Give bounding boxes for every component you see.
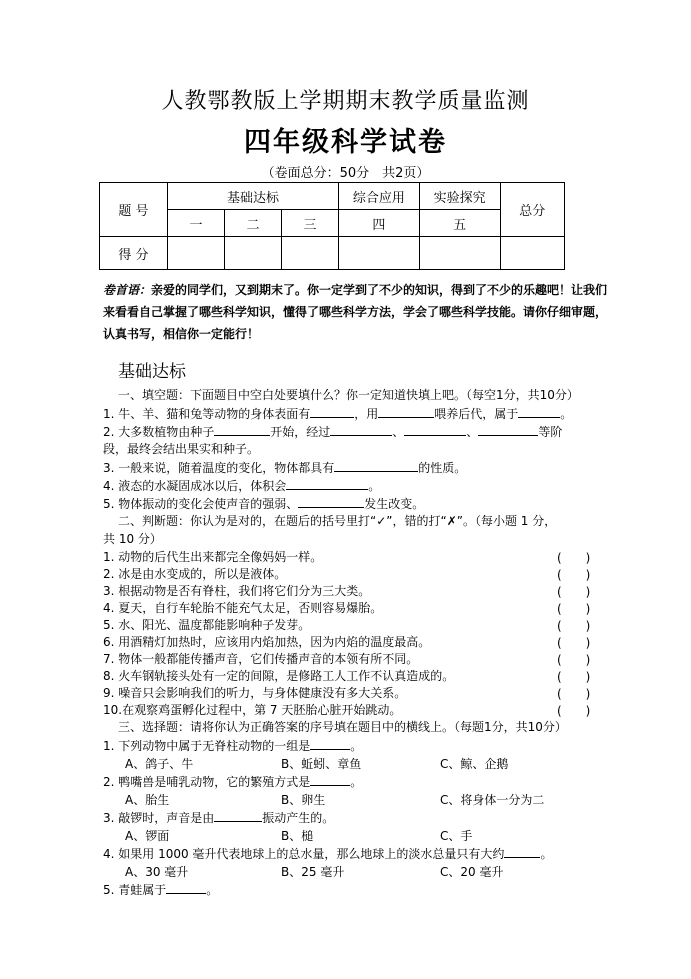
fill-q2-cont: 段，最终会结出果实和种子。: [103, 442, 260, 456]
answer-blank[interactable]: [298, 495, 364, 508]
answer-blank[interactable]: [404, 423, 466, 436]
answer-blank[interactable]: [214, 809, 262, 822]
answer-blank[interactable]: [310, 737, 350, 750]
judge-item: 8. 火车钢轨接头处有一定的间隙，是修路工人工作不认真造成的。: [103, 669, 455, 683]
text: 。: [368, 479, 381, 493]
judge-item: 10.在观察鸡蛋孵化过程中，第 7 天胚胎心脏开始跳动。: [103, 703, 402, 717]
answer-blank[interactable]: [330, 423, 392, 436]
fill-q5: [103, 495, 623, 513]
text: 等阶: [538, 425, 563, 439]
judge-item: 9. 噪音只会影响我们的听力，与身体健康没有多大关系。: [103, 686, 407, 700]
text: 2. 鸭嘴兽是哺乳动物，它的繁殖方式是: [103, 775, 311, 789]
col-header-3: 三: [281, 210, 338, 237]
answer-paren[interactable]: ( ): [557, 568, 591, 582]
option-b: B、蚯蚓、章鱼: [281, 757, 362, 771]
text: 3. 敲锣时，声音是由: [103, 811, 215, 825]
judge-item: 3. 根据动物是否有脊柱，我们将它们分为三大类。: [103, 584, 371, 598]
answer-blank[interactable]: [286, 477, 368, 490]
option-c: C、20 毫升: [440, 865, 504, 879]
answer-paren[interactable]: ( ): [557, 551, 591, 565]
choice-q1: [103, 737, 623, 755]
option-b: B、卵生: [281, 793, 326, 807]
text: 开始，经过: [270, 425, 331, 439]
answer-blank[interactable]: [378, 405, 434, 418]
fill-q1: [103, 405, 623, 423]
text: ，用: [354, 407, 379, 421]
answer-paren[interactable]: ( ): [557, 687, 591, 701]
text: 的性质。: [418, 461, 467, 475]
judge-item: 4. 夏天，自行车轮胎不能充气太足，否则容易爆胎。: [103, 601, 383, 615]
exam-header-title: 人教鄂教版上学期期末教学质量监测: [161, 89, 530, 114]
text: 4. 液态的水凝固成冰以后，体积会: [103, 479, 287, 493]
score-cell: [338, 237, 419, 270]
preface-text: 亲爱的同学们，又到期末了。你一定学到了不少的知识，得到了不少的乐趣吧！让我们来看看自己掌握了哪些科学知识，懂得了哪些科学方法，学会了哪些科学技能。请你仔细审题，认真书写，相信你一定能行！: [103, 283, 608, 341]
answer-paren[interactable]: ( ): [557, 619, 591, 633]
answer-paren[interactable]: ( ): [557, 585, 591, 599]
fill-q2: [103, 423, 623, 441]
text: 2. 大多数植物由种子: [103, 425, 215, 439]
fill-q3: [103, 459, 623, 477]
group-explore-header: 实验探究: [419, 183, 500, 210]
option-a: A、锣面: [125, 829, 170, 843]
fill-q4: [103, 477, 623, 495]
text: 。: [560, 407, 573, 421]
answer-paren[interactable]: ( ): [557, 602, 591, 616]
choice-q5: [103, 881, 623, 899]
preface-lead: 卷首语：: [103, 283, 152, 297]
exam-subtitle: （卷面总分：50分 共2页）: [261, 166, 430, 181]
answer-paren[interactable]: ( ): [557, 704, 591, 718]
score-cell: [281, 237, 338, 270]
answer-blank[interactable]: [310, 405, 354, 418]
section-title: 基础达标: [118, 362, 186, 382]
judge-item: 2. 冰是由水变成的，所以是液体。: [103, 567, 287, 581]
option-a: A、30 毫升: [125, 865, 189, 879]
judge-heading: 二、判断题：你认为是对的，在题后的括号里打“✓”，错的打“✗”。（每小题 1 分，: [118, 514, 557, 528]
option-a: A、胎生: [125, 793, 170, 807]
judge-item: 5. 水、阳光、温度都能影响种子发芽。: [103, 618, 311, 632]
preface: [103, 279, 616, 345]
score-cell: [167, 237, 224, 270]
option-b: B、25 毫升: [281, 865, 345, 879]
text: 。: [350, 739, 363, 753]
total-header: 总分: [500, 183, 564, 237]
score-row-label: 得 分: [100, 237, 168, 270]
col-header-5: 五: [419, 210, 500, 237]
answer-blank[interactable]: [334, 459, 418, 472]
text: 。: [350, 775, 363, 789]
exam-paper-title: 四年级科学试卷: [244, 127, 447, 158]
group-basic-header: 基础达标: [167, 183, 338, 210]
judge-item: 6. 用酒精灯加热时，应该用内焰加热，因为内焰的温度最高。: [103, 635, 431, 649]
choice-q4: [103, 845, 623, 863]
option-a: A、鸽子、牛: [125, 757, 194, 771]
judge-heading-cont: 共 10 分）: [103, 532, 162, 546]
answer-blank[interactable]: [518, 405, 560, 418]
judge-item: 1. 动物的后代生出来都完全像妈妈一样。: [103, 550, 323, 564]
group-apply-header: 综合应用: [338, 183, 419, 210]
answer-blank[interactable]: [310, 773, 350, 786]
score-table: [99, 182, 565, 270]
answer-blank[interactable]: [166, 881, 206, 894]
col-header-2: 二: [224, 210, 281, 237]
text: 4. 如果用 1000 毫升代表地球上的总水量，那么地球上的淡水总量只有大约: [103, 847, 505, 861]
text: 。: [540, 847, 553, 861]
answer-paren[interactable]: ( ): [557, 653, 591, 667]
text: 发生改变。: [364, 497, 425, 511]
score-cell: [419, 237, 500, 270]
option-c: C、手: [440, 829, 473, 843]
option-c: C、将身体一分为二: [440, 793, 545, 807]
answer-blank[interactable]: [478, 423, 538, 436]
text: 5. 物体振动的变化会使声音的强弱、: [103, 497, 299, 511]
text: 3. 一般来说，随着温度的变化，物体都具有: [103, 461, 335, 475]
text: 5. 青蛙属于: [103, 883, 167, 897]
text: 喂养后代，属于: [434, 407, 519, 421]
text: 。: [206, 883, 219, 897]
text: 1. 牛、羊、猫和兔等动物的身体表面有: [103, 407, 311, 421]
choice-q2: [103, 773, 623, 791]
fill-heading: 一、填空题：下面题目中空白处要填什么？你一定知道快填上吧。（每空1分，共10分）: [118, 388, 579, 402]
item-number-label: 题 号: [100, 183, 168, 237]
answer-paren[interactable]: ( ): [557, 670, 591, 684]
option-b: B、槌: [281, 829, 314, 843]
col-header-4: 四: [338, 210, 419, 237]
text: 、: [392, 425, 405, 439]
score-cell: [224, 237, 281, 270]
text: 、: [466, 425, 479, 439]
text: 振动产生的。: [262, 811, 335, 825]
text: 1. 下列动物中属于无脊柱动物的一组是: [103, 739, 311, 753]
answer-paren[interactable]: ( ): [557, 636, 591, 650]
option-c: C、鲸、企鹅: [440, 757, 509, 771]
answer-blank[interactable]: [214, 423, 270, 436]
score-cell: [500, 237, 564, 270]
col-header-1: 一: [167, 210, 224, 237]
choice-q3: [103, 809, 623, 827]
judge-item: 7. 物体一般都能传播声音，它们传播声音的本领有所不同。: [103, 652, 419, 666]
answer-blank[interactable]: [504, 845, 540, 858]
choice-heading: 三、选择题：请将你认为正确答案的序号填在题目中的横线上。（每题1分，共10分）: [118, 720, 567, 734]
